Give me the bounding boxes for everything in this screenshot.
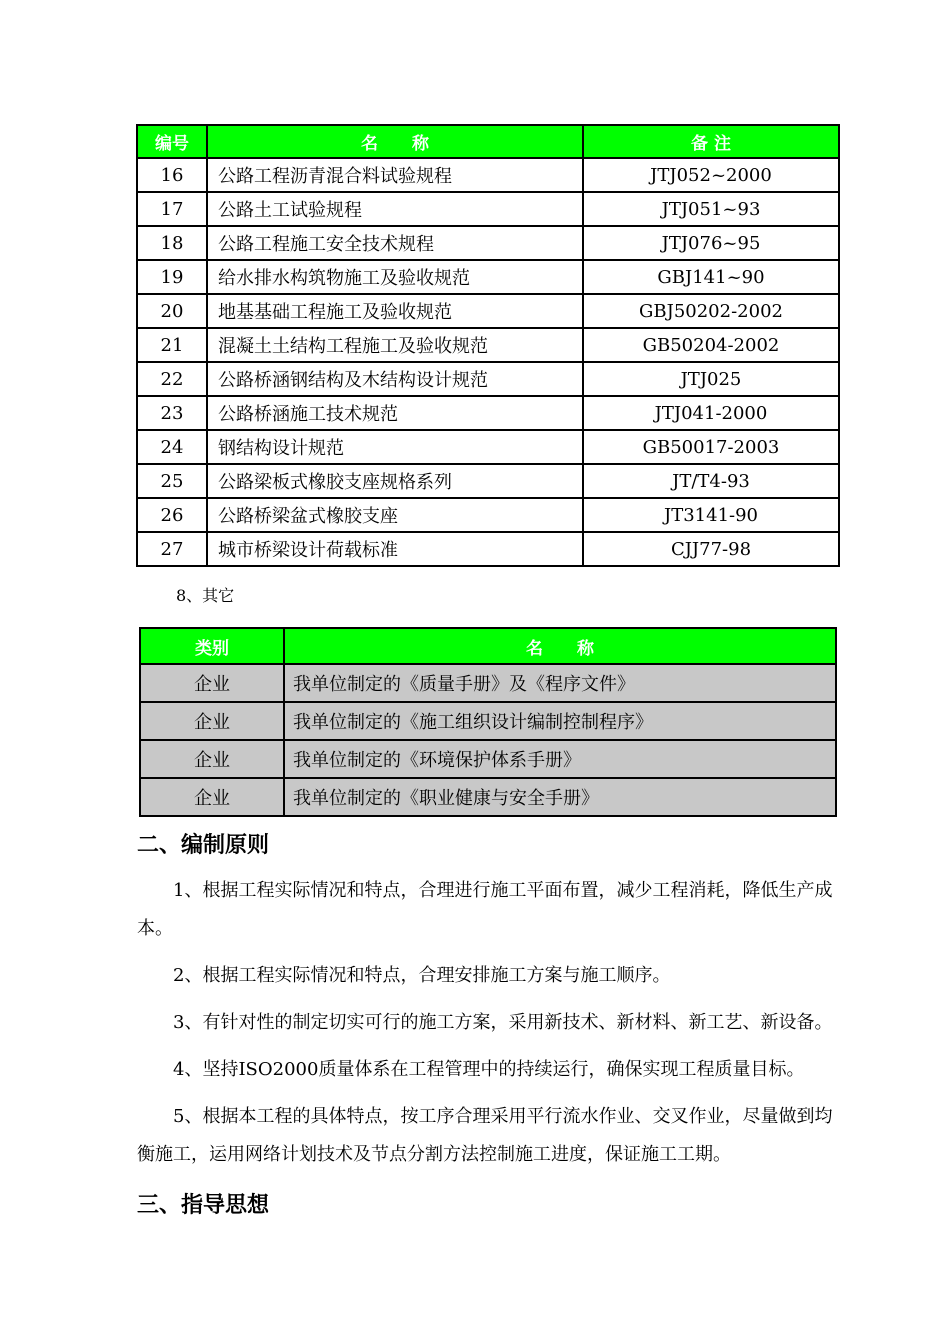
principle-item: 3、有针对性的制定切实可行的施工方案，采用新技术、新材料、新工艺、新设备。 <box>173 1012 833 1033</box>
row-category: 企业 <box>140 664 284 702</box>
table-row <box>137 260 839 294</box>
row-category: 企业 <box>140 702 284 740</box>
row-name: 我单位制定的《施工组织设计编制控制程序》 <box>284 702 836 740</box>
row-note: GBJ50202-2002 <box>583 294 839 328</box>
table-row <box>137 532 839 566</box>
table-row <box>140 778 836 816</box>
other-caption: 8、其它 <box>176 586 235 605</box>
table-row <box>137 430 839 464</box>
table-row <box>137 362 839 396</box>
row-name: 公路桥涵钢结构及木结构设计规范 <box>207 362 583 396</box>
row-note: JTJ041-2000 <box>583 396 839 430</box>
row-name: 混凝土土结构工程施工及验收规范 <box>207 328 583 362</box>
row-note: JTJ052~2000 <box>583 158 839 192</box>
header-category: 类别 <box>140 628 284 664</box>
principles-paragraph <box>137 872 839 948</box>
principle-item: 1、根据工程实际情况和特点，合理进行施工平面布置，减少工程消耗，降低生产成本。 <box>137 880 833 939</box>
row-note: JTJ025 <box>583 362 839 396</box>
row-name: 公路梁板式橡胶支座规格系列 <box>207 464 583 498</box>
row-note: GBJ141~90 <box>583 260 839 294</box>
table-row <box>137 226 839 260</box>
row-number: 23 <box>137 396 207 430</box>
row-name: 城市桥梁设计荷载标准 <box>207 532 583 566</box>
row-number: 27 <box>137 532 207 566</box>
row-name: 公路桥梁盆式橡胶支座 <box>207 498 583 532</box>
table-header-row <box>137 125 839 158</box>
header-name: 名 称 <box>207 125 583 158</box>
row-name: 钢结构设计规范 <box>207 430 583 464</box>
row-number: 19 <box>137 260 207 294</box>
table-row <box>137 396 839 430</box>
table-row <box>137 192 839 226</box>
section-heading-guiding: 三、指导思想 <box>137 1193 270 1218</box>
principle-item: 2、根据工程实际情况和特点，合理安排施工方案与施工顺序。 <box>173 965 671 986</box>
header-name: 名 称 <box>284 628 836 664</box>
row-name: 公路工程沥青混合料试验规程 <box>207 158 583 192</box>
table-header-row <box>140 628 836 664</box>
standards-table <box>136 124 840 567</box>
row-number: 16 <box>137 158 207 192</box>
enterprise-docs-table <box>139 627 837 817</box>
row-number: 24 <box>137 430 207 464</box>
row-number: 26 <box>137 498 207 532</box>
table-row <box>140 702 836 740</box>
section-heading-principles: 二、编制原则 <box>137 833 270 858</box>
row-number: 25 <box>137 464 207 498</box>
row-number: 21 <box>137 328 207 362</box>
row-name: 我单位制定的《质量手册》及《程序文件》 <box>284 664 836 702</box>
table-row <box>137 294 839 328</box>
row-number: 17 <box>137 192 207 226</box>
table-row <box>140 664 836 702</box>
principles-paragraph <box>137 1098 839 1174</box>
row-number: 18 <box>137 226 207 260</box>
row-name: 公路土工试验规程 <box>207 192 583 226</box>
principles-paragraph <box>137 1051 839 1089</box>
row-number: 20 <box>137 294 207 328</box>
row-note: GB50017-2003 <box>583 430 839 464</box>
row-category: 企业 <box>140 778 284 816</box>
principle-item: 4、坚持ISO2000质量体系在工程管理中的持续运行，确保实现工程质量目标。 <box>173 1059 805 1080</box>
row-category: 企业 <box>140 740 284 778</box>
header-note: 备 注 <box>583 125 839 158</box>
table-row <box>140 740 836 778</box>
row-name: 我单位制定的《职业健康与安全手册》 <box>284 778 836 816</box>
row-number: 22 <box>137 362 207 396</box>
principle-item: 5、根据本工程的具体特点，按工序合理采用平行流水作业、交叉作业，尽量做到均衡施工，运用网络计划技术及节点分割方法控制施工进度，保证施工工期。 <box>137 1106 833 1165</box>
row-note: GB50204-2002 <box>583 328 839 362</box>
principles-paragraph <box>137 1004 839 1042</box>
table-row <box>137 328 839 362</box>
row-note: CJJ77-98 <box>583 532 839 566</box>
row-note: JT/T4-93 <box>583 464 839 498</box>
row-note: JTJ076~95 <box>583 226 839 260</box>
header-number: 编号 <box>137 125 207 158</box>
row-note: JT3141-90 <box>583 498 839 532</box>
row-name: 公路工程施工安全技术规程 <box>207 226 583 260</box>
table-row <box>137 464 839 498</box>
table-row <box>137 498 839 532</box>
principles-paragraph <box>137 957 839 995</box>
row-name: 给水排水构筑物施工及验收规范 <box>207 260 583 294</box>
row-name: 公路桥涵施工技术规范 <box>207 396 583 430</box>
row-name: 我单位制定的《环境保护体系手册》 <box>284 740 836 778</box>
row-note: JTJ051~93 <box>583 192 839 226</box>
table-row <box>137 158 839 192</box>
row-name: 地基基础工程施工及验收规范 <box>207 294 583 328</box>
